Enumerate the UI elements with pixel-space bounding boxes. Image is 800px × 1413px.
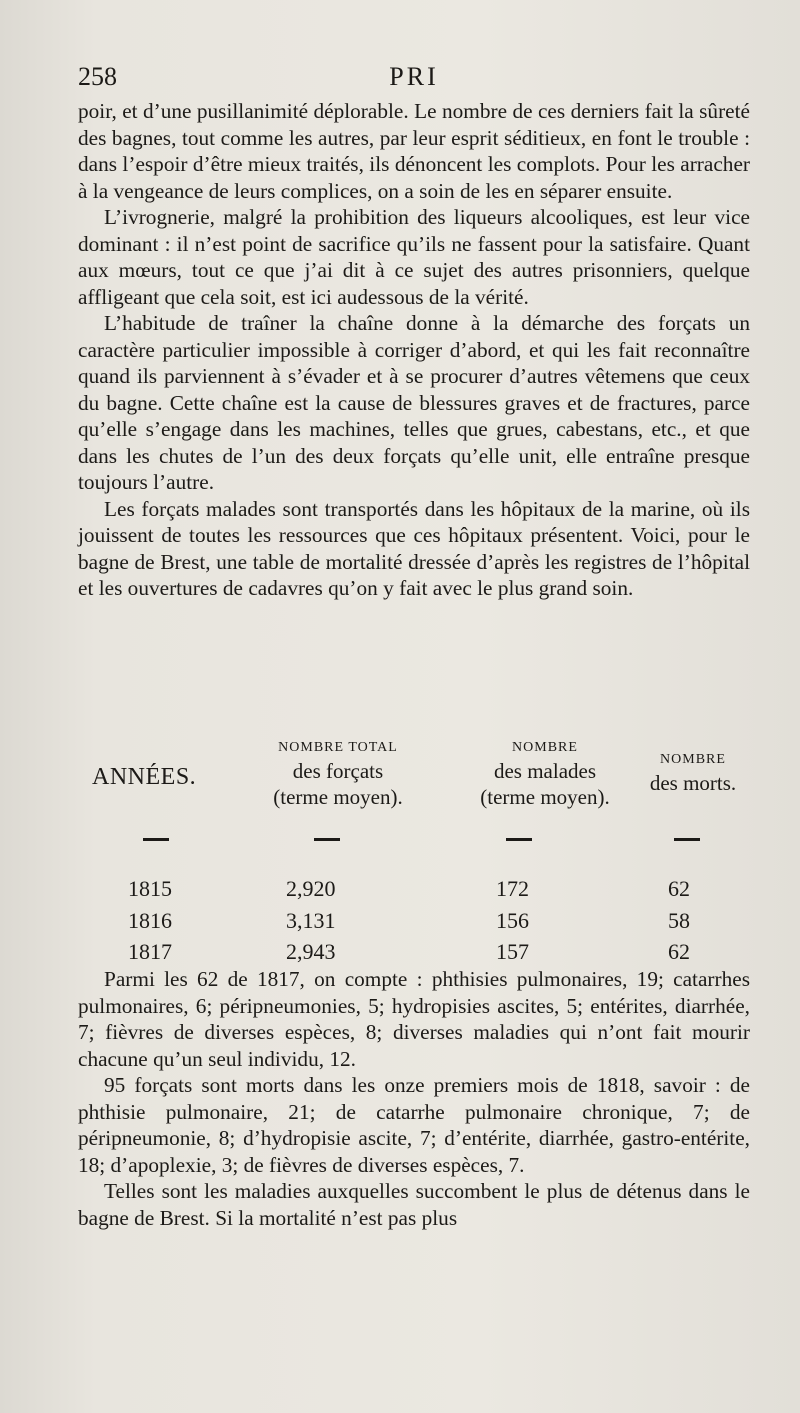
mortality-table — [78, 738, 750, 971]
table-rule-row — [78, 824, 750, 876]
cell-malades: 172 — [496, 876, 529, 901]
column-header-morts-title: NOMBRE — [660, 752, 726, 767]
cell-year: 1816 — [128, 907, 172, 933]
cell-morts: 62 — [668, 939, 690, 964]
cell-year: 1815 — [128, 876, 172, 901]
cell-malades: 157 — [496, 939, 529, 964]
paragraph: L’ivrognerie, malgré la prohibition des liqueurs alcooliques, est leur vice dominant : il n’est point de sacrifice qu’ils ne fassent pour la satisfaire. Quant aux mœurs, tout ce que j’ai dit à ce sujet des autres prisonniers, quelque affligeant que cela soit, est ici audessous de la vérité. — [78, 205, 750, 309]
table-row — [78, 876, 750, 908]
cell-malades: 156 — [496, 907, 529, 933]
cell-total: 3,131 — [286, 907, 336, 933]
column-header-malades-line1: des malades — [493, 759, 597, 783]
paragraph: 95 forçats sont morts dans les onze premiers mois de 1818, savoir : de phthisie pulmonaire, 21; de catarrhe pulmonaire chronique, 7; de péripneumonie, 8; d’hydropisie ascite, 7; d’entérite, diarrhée, gastro-entérite, 18; d’apoplexie, 3; de fièvres de diverses espèces, 7. — [78, 1073, 750, 1177]
table-row — [78, 908, 750, 940]
column-header-total-line1: des forçats — [292, 759, 384, 783]
paragraph: L’habitude de traîner la chaîne donne à la démarche des forçats un caractère particulier impossible à corriger d’abord, et qui les fait reconnaître quand ils parviennent à s’évader et à se procurer d’autres vêtemens que ceux du bagne. Cette chaîne est la cause de blessures graves et de fractures, parce qu’elle s’engage dans les machines, telles que grues, cabestans, etc., et que dans les chutes de l’un des deux forçats qu’elle unit, elle entraîne presque toujours l’autre. — [78, 311, 750, 494]
cell-morts: 58 — [668, 907, 690, 933]
column-header-total-line2: (terme moyen). — [273, 785, 403, 809]
body-text-bottom — [78, 966, 750, 1231]
column-header-total-title: NOMBRE TOTAL — [278, 740, 398, 755]
page-number: 258 — [78, 62, 117, 91]
paragraph: poir, et d’une pusillanimité déplorable. Le nombre de ces derniers fait la sûreté des bagnes, tout comme les autres, par leur esprit séditieux, en font le trouble : dans l’espoir d’être mieux traités, ils dénoncent les complots. Pour les arracher à la vengeance de leurs complices, on a soin de les en séparer ensuite. — [78, 99, 750, 203]
page-header — [78, 62, 750, 94]
paragraph: Parmi les 62 de 1817, on compte : phthisies pulmonaires, 19; catarrhes pulmonaires, 6; péripneumonies, 5; hydropisies ascites, 5; entérites, diarrhée, 7; fièvres de diverses espèces, 8; diverses maladies qui n’ont fait mourir chacune qu’un seul individu, 12. — [78, 967, 750, 1071]
table-header — [78, 738, 750, 824]
column-header-malades-line2: (terme moyen). — [480, 785, 610, 809]
cell-year: 1817 — [128, 939, 172, 964]
column-header-morts — [618, 750, 768, 796]
cell-total: 2,920 — [286, 876, 336, 901]
cell-morts: 62 — [668, 876, 690, 901]
rule-dash — [674, 838, 700, 841]
table-body — [78, 876, 750, 971]
paragraph: Les forçats malades sont transportés dans les hôpitaux de la marine, où ils jouissent de toutes les ressources que ces hôpitaux présentent. Voici, pour le bagne de Brest, une table de mortalité dressée d’après les registres de l’hôpital et les ouvertures de cadavres qu’on y fait avec le plus grand soin. — [78, 496, 750, 600]
paragraph: Telles sont les maladies auxquelles succombent le plus de détenus dans le bagne de Brest. Si la mortalité n’est pas plus — [78, 1179, 750, 1230]
rule-dash — [506, 838, 532, 841]
cell-total: 2,943 — [286, 939, 336, 964]
running-head: PRI — [389, 62, 439, 91]
column-header-annees: ANNÉES. — [92, 764, 197, 790]
body-text-top — [78, 98, 750, 602]
rule-dash — [143, 838, 169, 841]
rule-dash — [314, 838, 340, 841]
column-header-total — [223, 738, 453, 810]
column-header-malades-title: NOMBRE — [512, 740, 578, 755]
column-header-morts-line1: des morts. — [649, 771, 737, 795]
